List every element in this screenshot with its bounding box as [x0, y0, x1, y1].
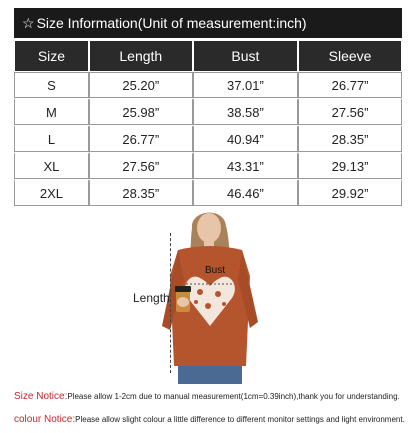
sleeve-cell: 29.92”: [298, 179, 402, 206]
size-cell: S: [14, 72, 89, 98]
table-row: [14, 72, 402, 98]
size-notice-heading: Size Notice:: [14, 391, 68, 402]
size-info-title: Size Information(Unit of measurement:inch): [36, 15, 307, 31]
length-cell: 28.35”: [89, 179, 193, 206]
bust-cell: 38.58”: [193, 98, 298, 125]
colour-notice-heading: colour Notice:: [14, 414, 76, 425]
table-row: [14, 152, 402, 179]
length-cell: 27.56”: [89, 152, 193, 179]
length-cell: 25.20”: [89, 72, 193, 98]
sleeve-cell: 29.13”: [298, 152, 402, 179]
size-cell: 2XL: [14, 179, 89, 206]
size-info-title-bar: [14, 8, 402, 38]
size-notice: [14, 391, 400, 402]
column-header-size: Size: [14, 40, 89, 72]
column-header-length: Length: [89, 40, 193, 72]
table-row: [14, 179, 402, 206]
length-label: Length: [133, 291, 170, 305]
size-chart-table: [14, 40, 402, 206]
size-cell: M: [14, 98, 89, 125]
colour-notice: [14, 414, 405, 425]
column-header-bust: Bust: [193, 40, 298, 72]
bust-cell: 40.94”: [193, 125, 298, 152]
table-row: [14, 98, 402, 125]
length-measure-line: [170, 233, 172, 373]
sleeve-cell: 27.56”: [298, 98, 402, 125]
sleeve-cell: 28.35”: [298, 125, 402, 152]
bust-cell: 43.31”: [193, 152, 298, 179]
size-cell: L: [14, 125, 89, 152]
bust-cell: 46.46”: [193, 179, 298, 206]
length-cell: 26.77”: [89, 125, 193, 152]
sleeve-cell: 26.77”: [298, 72, 402, 98]
bust-cell: 37.01”: [193, 72, 298, 98]
size-cell: XL: [14, 152, 89, 179]
table-row: [14, 125, 402, 152]
length-cell: 25.98”: [89, 98, 193, 125]
size-notice-text: Please allow 1-2cm due to manual measurement(1cm=0.39inch),thank you for understanding.: [67, 392, 400, 401]
colour-notice-text: Please allow slight colour a little difference to different monitor settings and light environment.: [75, 415, 405, 424]
bust-label: Bust: [205, 265, 226, 276]
column-header-sleeve: Sleeve: [298, 40, 402, 72]
star-icon: ☆: [22, 14, 35, 31]
table-header-row: [14, 40, 402, 72]
